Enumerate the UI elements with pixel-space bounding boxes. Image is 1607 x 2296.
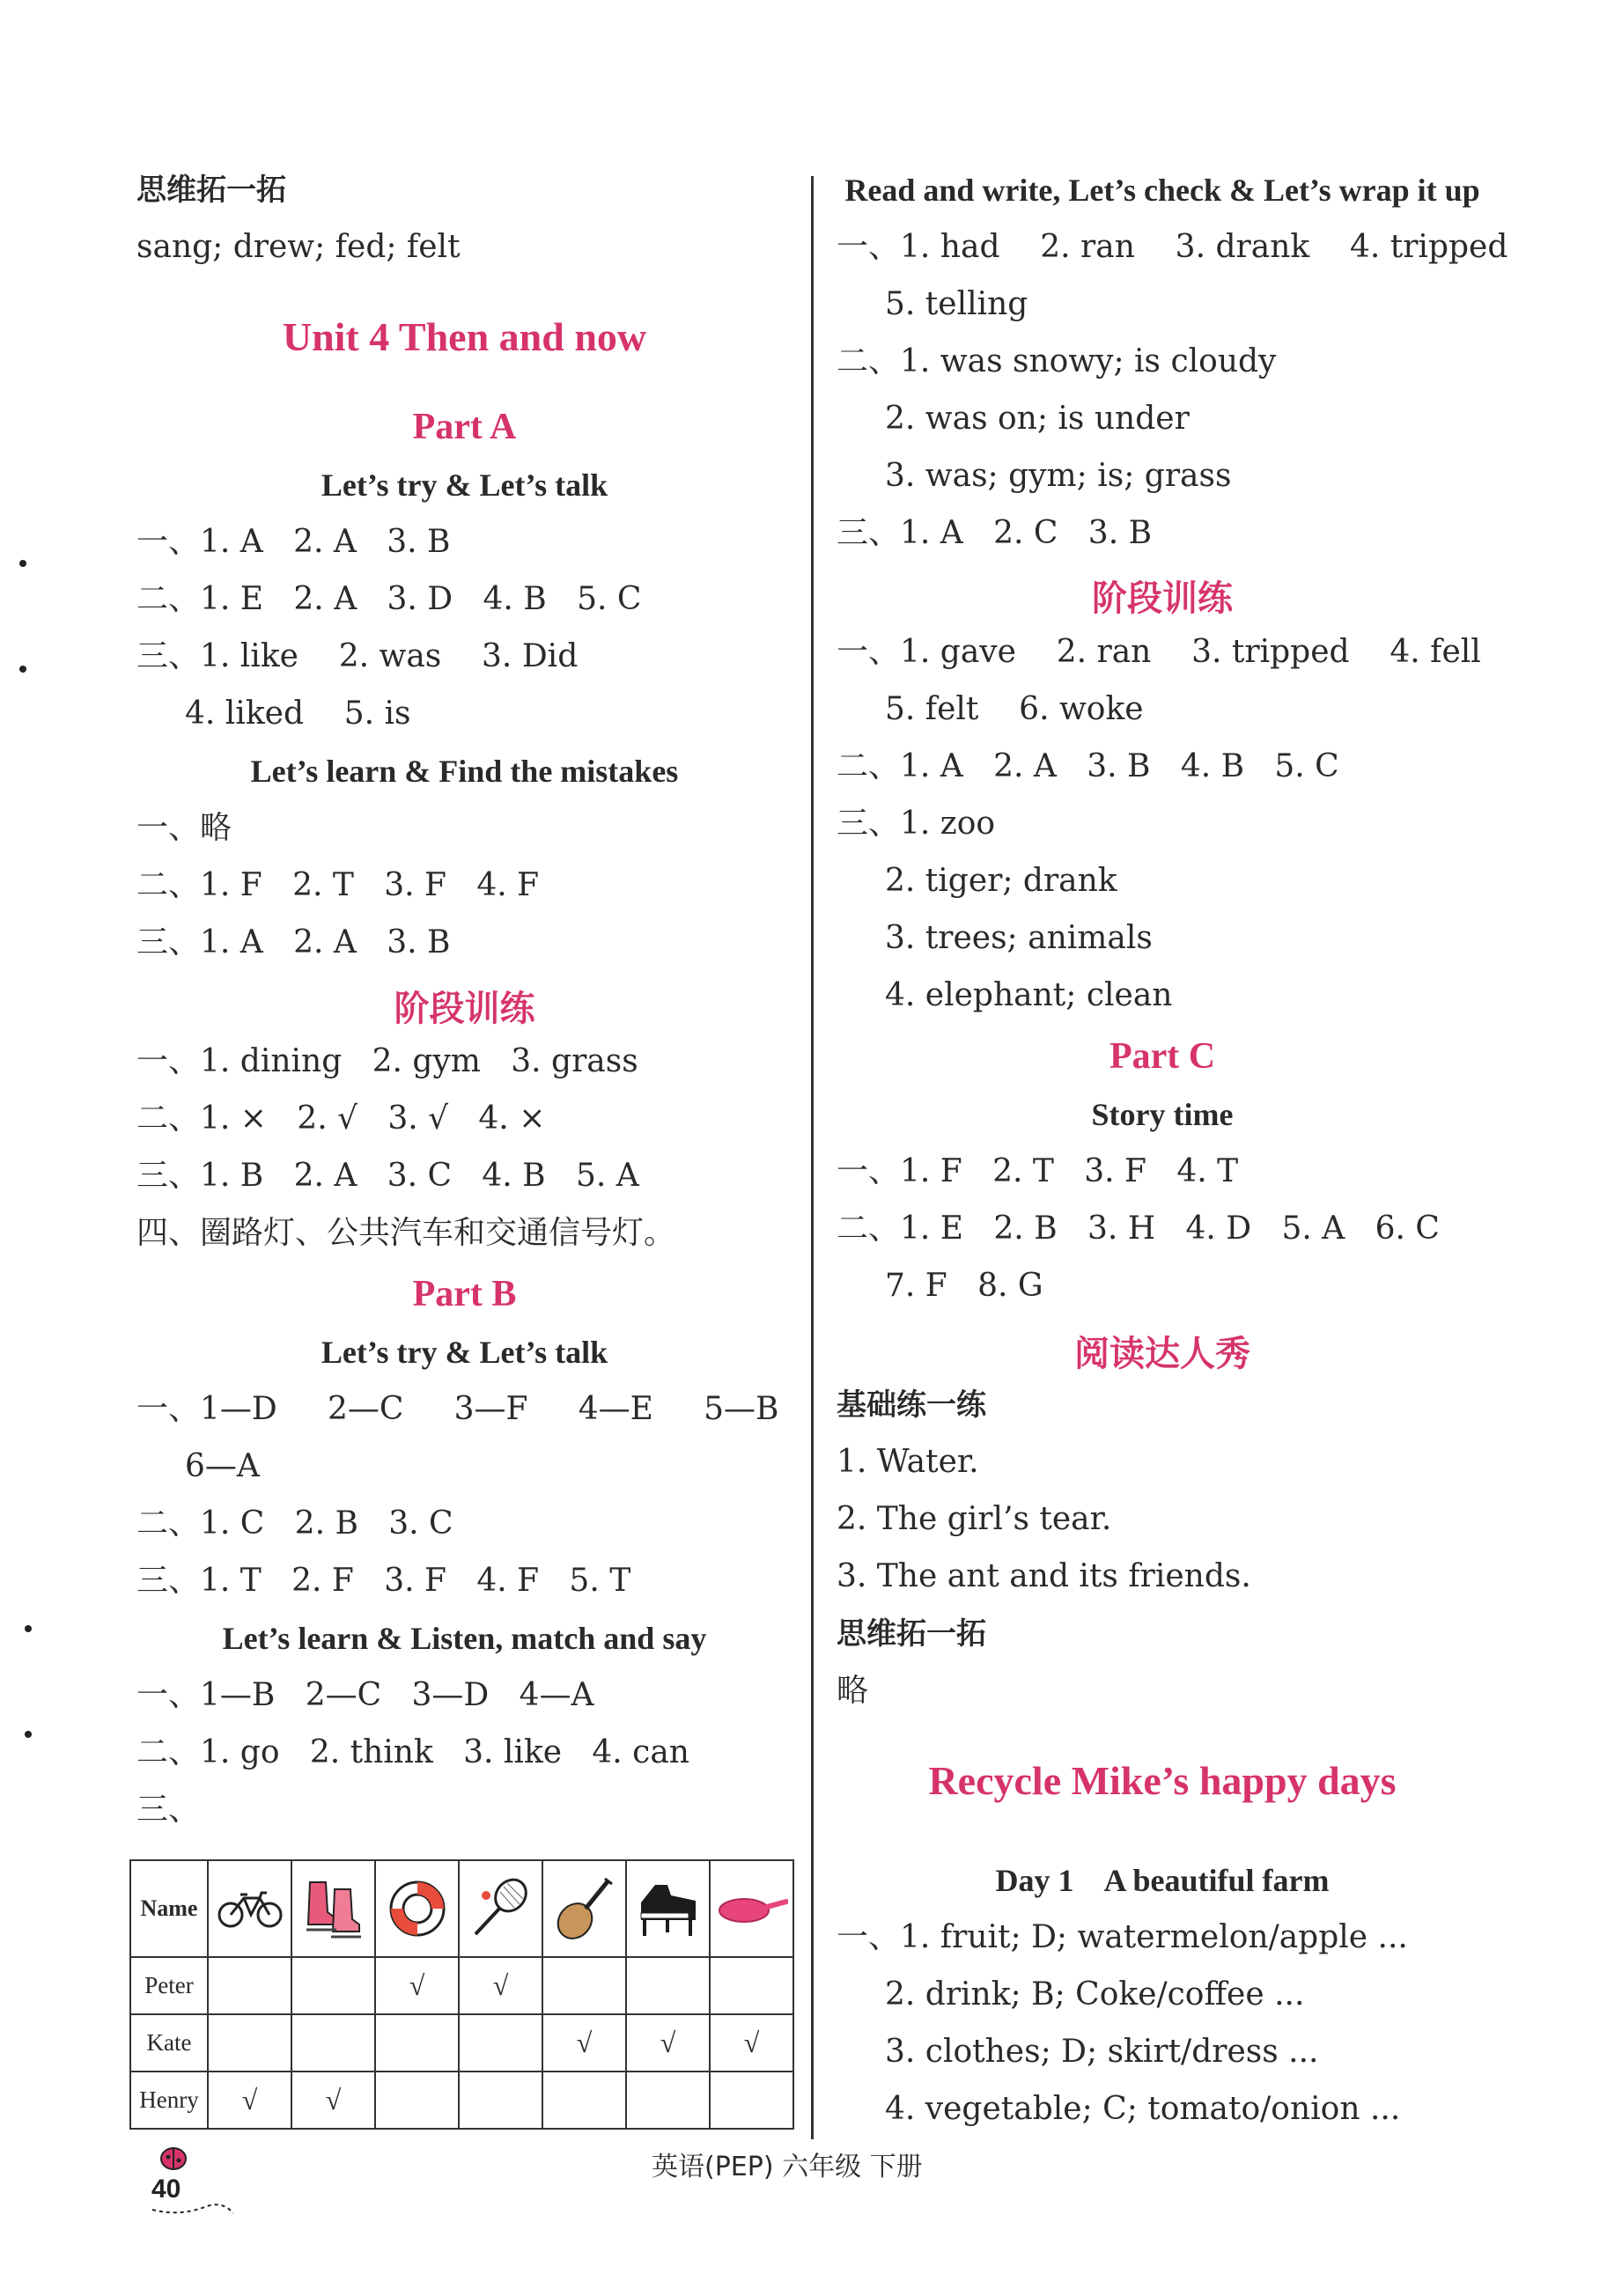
answer-line: 5. felt 6. woke xyxy=(885,691,1144,727)
subsection-heading: Let’s learn & Find the mistakes xyxy=(250,754,679,789)
row-name: Peter xyxy=(130,1957,208,2014)
table-cell xyxy=(459,2072,542,2129)
section-heading: 阶段训练 xyxy=(394,989,535,1029)
piano-icon xyxy=(626,1860,710,1957)
ice-skates-icon xyxy=(291,1860,375,1957)
answer-line: 一、1—D 2—C 3—F 4—E 5—B xyxy=(136,1391,779,1427)
answer-line: 三、1. B 2. A 3. C 4. B 5. A xyxy=(136,1158,639,1194)
answer-line: 7. F 8. G xyxy=(885,1268,1043,1304)
subsection-heading: Let’s learn & Listen, match and say xyxy=(222,1621,707,1656)
answer-line: 一、1—B 2—C 3—D 4—A xyxy=(136,1677,594,1713)
answer-line: 三、 xyxy=(136,1792,201,1828)
section-heading: Part B xyxy=(412,1274,517,1314)
margin-dot xyxy=(19,666,26,673)
answer-line: 四、圈路灯、公共汽车和交通信号灯。 xyxy=(136,1215,676,1251)
table-row xyxy=(130,2072,793,2129)
bicycle-icon xyxy=(208,1860,291,1957)
answer-line: 2. The girl’s tear. xyxy=(837,1501,1112,1537)
answer-line: 2. drink; B; Coke/coffee ... xyxy=(885,1976,1305,2013)
answer-line: 三、1. A 2. C 3. B xyxy=(837,515,1153,551)
table-cell: √ xyxy=(291,2072,375,2129)
subsection-heading: 基础练一练 xyxy=(837,1387,986,1423)
answer-line: 三、1. zoo xyxy=(837,806,996,842)
subsection-heading: Let’s try & Let’s talk xyxy=(321,1335,608,1370)
margin-dot xyxy=(25,1731,32,1738)
table-cell xyxy=(291,1957,375,2014)
table-cell xyxy=(626,2072,710,2129)
answer-line: 4. vegetable; C; tomato/onion ... xyxy=(885,2091,1401,2127)
answer-line: 三、1. A 2. A 3. B xyxy=(136,924,451,960)
answer-line: 3. was; gym; is; grass xyxy=(885,458,1232,494)
margin-dot xyxy=(19,560,26,567)
section-heading: Unit 4 Then and now xyxy=(282,314,647,359)
book-title: 英语(PEP) 六年级 下册 xyxy=(652,2152,923,2182)
answer-line: 3. clothes; D; skirt/dress ... xyxy=(885,2034,1319,2070)
answer-line: 二、1. F 2. T 3. F 4. F xyxy=(136,867,540,903)
section-heading: Part C xyxy=(1109,1036,1216,1077)
margin-dot xyxy=(25,1625,32,1632)
table-cell xyxy=(542,2072,626,2129)
table-header-name: Name xyxy=(130,1860,208,1957)
table-row xyxy=(130,2014,793,2072)
table-cell xyxy=(626,1957,710,2014)
table-cell: √ xyxy=(375,1957,459,2014)
table-cell xyxy=(459,2014,542,2072)
table-cell: √ xyxy=(626,2014,710,2072)
answer-line: 二、1. A 2. A 3. B 4. B 5. C xyxy=(837,748,1339,784)
answer-line: 一、略 xyxy=(136,810,232,846)
answer-line: 一、1. gave 2. ran 3. tripped 4. fell xyxy=(837,634,1481,670)
table-cell xyxy=(208,2014,291,2072)
column-divider xyxy=(811,176,814,2139)
table-cell xyxy=(375,2072,459,2129)
activity-table xyxy=(129,1859,794,2130)
answer-line: 2. tiger; drank xyxy=(885,863,1117,899)
table-cell xyxy=(542,1957,626,2014)
table-header-row xyxy=(130,1860,793,1957)
table-cell xyxy=(710,1957,793,2014)
answer-line: 一、1. A 2. A 3. B xyxy=(136,524,451,560)
section-heading: 阶段训练 xyxy=(1092,578,1233,619)
answer-line: 6—A xyxy=(185,1448,260,1484)
answer-line: 4. liked 5. is xyxy=(185,695,411,732)
answer-line: 二、1. go 2. think 3. like 4. can xyxy=(136,1734,689,1770)
section-heading: Recycle Mike’s happy days xyxy=(928,1758,1397,1803)
answer-line: 一、1. dining 2. gym 3. grass xyxy=(136,1043,638,1079)
answer-line: 5. telling xyxy=(885,286,1028,322)
answer-line: 二、1. C 2. B 3. C xyxy=(136,1505,453,1542)
subsection-heading: Let’s try & Let’s talk xyxy=(321,467,608,503)
subsection-heading: Day 1 A beautiful farm xyxy=(995,1863,1330,1898)
table-cell: √ xyxy=(542,2014,626,2072)
answer-line: 3. The ant and its friends. xyxy=(837,1558,1251,1594)
pipa-icon xyxy=(542,1860,626,1957)
answer-line: 二、1. × 2. √ 3. √ 4. × xyxy=(136,1100,546,1137)
table-cell: √ xyxy=(208,2072,291,2129)
table-cell xyxy=(710,2072,793,2129)
answer-line: 4. elephant; clean xyxy=(885,977,1173,1013)
answer-line: 二、1. E 2. A 3. D 4. B 5. C xyxy=(136,581,642,617)
table-cell xyxy=(291,2014,375,2072)
page-number: 40 xyxy=(151,2175,181,2204)
section-heading: 阅读达人秀 xyxy=(1074,1334,1250,1374)
answer-line: 三、1. like 2. was 3. Did xyxy=(136,638,579,674)
answer-line: 一、1. had 2. ran 3. drank 4. tripped xyxy=(837,229,1508,265)
table-cell: √ xyxy=(710,2014,793,2072)
answer-line: 一、1. fruit; D; watermelon/apple ... xyxy=(837,1919,1408,1955)
answer-line: 一、1. F 2. T 3. F 4. T xyxy=(837,1153,1239,1189)
table-cell xyxy=(375,2014,459,2072)
row-name: Kate xyxy=(130,2014,208,2072)
answer-line: sang; drew; fed; felt xyxy=(136,229,461,265)
answer-line: 二、1. E 2. B 3. H 4. D 5. A 6. C xyxy=(837,1211,1440,1247)
answer-line: 二、1. was snowy; is cloudy xyxy=(837,343,1277,379)
subsection-heading: Read and write, Let’s check & Let’s wrap it up xyxy=(844,173,1480,208)
row-name: Henry xyxy=(130,2072,208,2129)
table-cell: √ xyxy=(459,1957,542,2014)
subsection-heading: Story time xyxy=(1091,1097,1234,1132)
table-cell xyxy=(208,1957,291,2014)
subsection-heading: 思维拓一拓 xyxy=(837,1616,986,1652)
badminton-racket-icon xyxy=(459,1860,542,1957)
answer-line: 3. trees; animals xyxy=(885,920,1153,956)
subsection-heading: 思维拓一拓 xyxy=(136,173,286,208)
answer-line: 1. Water. xyxy=(837,1444,979,1480)
answer-line: 三、1. T 2. F 3. F 4. F 5. T xyxy=(136,1563,631,1599)
swim-ring-icon xyxy=(375,1860,459,1957)
answer-line: 2. was on; is under xyxy=(885,401,1190,437)
answer-line: 略 xyxy=(837,1673,869,1709)
table-row xyxy=(130,1957,793,2014)
frying-pan-icon xyxy=(710,1860,793,1957)
section-heading: Part A xyxy=(412,407,517,447)
